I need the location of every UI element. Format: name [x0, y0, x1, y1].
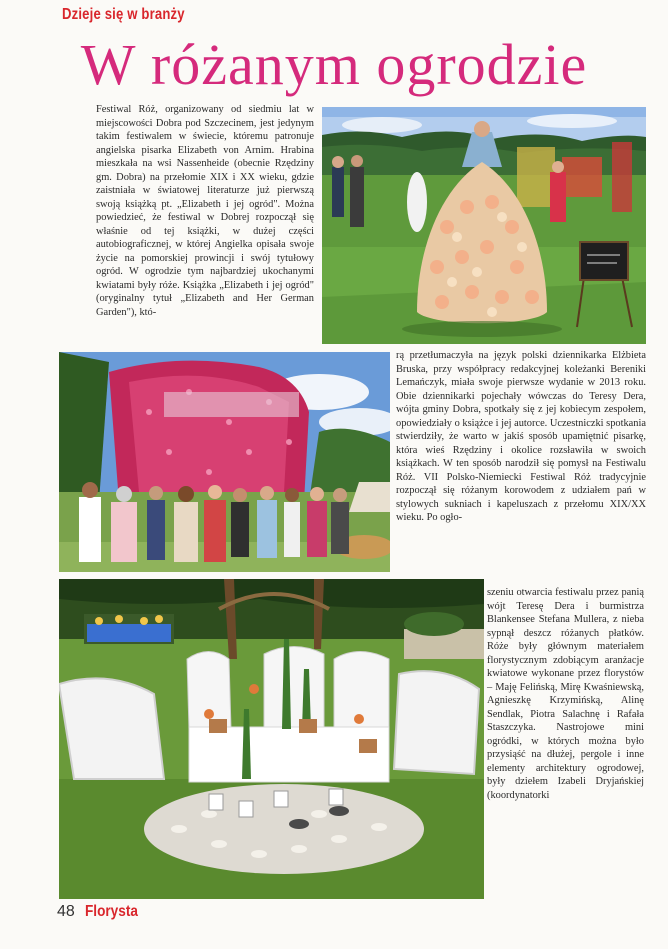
- section-tag: Dzieje się w branży: [62, 6, 185, 23]
- article-column-3: szeniu otwarcia festiwalu przez panią wójt Teresę Dera i burmistrza Blankensee Stefana Mullera, z nieba sypnął deszcz różanych płatków. Róże były głównym materiałem florystycznym zdobiącym aranżacje kwiatowe wykonane przez florystów – Maję Felińską, Mirę Kwaśniewską, Agnieszkę Krzymińską, Alinę Sendlak, Piotra Salachnę i Rafała Staszczyka. Nastrojowe mini ogródki, w których można było przysiąść na dłużej, pergole i inne elementy architektury ogrodowej, były dziełem Izabeli Dryjańskiej (koordynatorki: [487, 587, 644, 801]
- footer: [57, 903, 148, 921]
- photo-rose-dress: [322, 107, 646, 344]
- magazine-name: Florysta: [85, 903, 139, 920]
- article-column-1: Festiwal Róż, organizowany od siedmiu lat w miejscowości Dobra pod Szczecinem, jest jedynym takim festiwalem w świecie, któremu patronuje angielska pisarka Elizabeth von Arnim. Hrabina mieszkała na wsi Nassenheide (obecnie Rzędziny gm. Dobra) na przełomie XIX i XX wieku, gdzie zaistniała w światowej literaturze już pierwszą swoją książką pt. „Elizabeth i jej ogród". Można powiedzieć, że festiwal w Dobrej rozpoczął się właśnie od tej książki, w dużej części autobiograficznej, w której Angielka opisała swoje życie na pomorskiej prowincji i swój tytułowy ogród. W ogrodzie tym najbardziej ukochanymi kwiatami były róże. Książka „Elizabeth i jej ogród" (oryginalny tytuł „Elizabeth and Her German Garden"), któ-: [96, 104, 314, 318]
- photo-garden-arrangement: [59, 579, 484, 899]
- photo-petal-shower: [59, 352, 390, 572]
- page-number: 48: [57, 903, 75, 920]
- headline: W różanym ogrodzie: [80, 32, 588, 97]
- article-column-2: rą przetłumaczyła na język polski dziennikarka Elżbieta Bruska, przy współpracy redakcyjnej koleżanki Bereniki Lemańczyk, miała swoje pierwsze wydanie w 2013 roku. Obie dziennikarki pojechały wówczas do Teresy Dera, wójta gminy Dobra, spotkały się z jej kobiecym zespołem, opowiedziały o książce i jej autorce. Uczestniczki spotkania stwierdziły, że warto w jakiś sposób upamiętnić pisarkę, która wieś Rzędziny i okolice rozsławiła w swoich książkach. W ten sposób narodził się pomysł na Festiwalu Róż. VII Polsko-Niemiecki Festiwal Róż tradycyjnie rozpoczął się różanym korowodem z udziałem pań w stylowych sukniach i kapeluszach z przełomu XIX/XX wieku. Po ogło-: [396, 350, 646, 523]
